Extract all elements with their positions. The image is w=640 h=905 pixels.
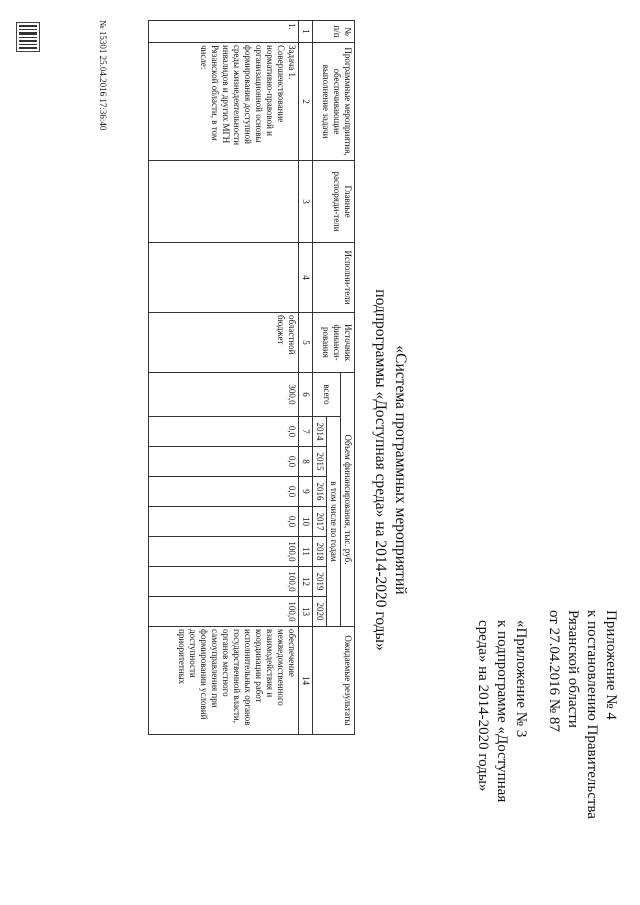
col-number: 2 xyxy=(299,43,313,161)
header-managers: Главные распоряди-тели xyxy=(313,161,355,243)
appendix-sub-line3: среда» на 2014-2020 годы» xyxy=(475,620,491,792)
col-number: 7 xyxy=(299,417,313,447)
header-total: всего xyxy=(313,373,341,417)
appendix-header-line1: Приложение № 4 xyxy=(603,610,619,720)
doc-registration-stamp: № 15301 25.04.2016 17:36:40 xyxy=(98,20,108,131)
header-year: 2014 xyxy=(313,417,327,447)
col-number: 3 xyxy=(299,161,313,243)
row-year-value: 100,0 xyxy=(149,537,299,567)
col-number: 12 xyxy=(299,567,313,597)
appendix-header-line4: от 27.04.2016 № 87 xyxy=(546,610,562,732)
header-year: 2017 xyxy=(313,507,327,537)
header-year: 2020 xyxy=(313,597,327,627)
col-number: 5 xyxy=(299,313,313,373)
header-executors: Исполни-тели xyxy=(313,243,355,313)
row-year-value: 100,0 xyxy=(149,567,299,597)
col-number: 9 xyxy=(299,477,313,507)
header-by-years: в том числе по годам xyxy=(327,417,341,627)
header-source: Источник финанси-рования xyxy=(313,313,355,373)
document-title-line1: «Система программных мероприятий xyxy=(392,345,409,595)
header-row-1 xyxy=(341,21,355,735)
document-title xyxy=(370,280,410,660)
measures-table xyxy=(148,20,355,735)
barcode-stamp-icon xyxy=(16,22,40,52)
appendix-header xyxy=(544,610,620,819)
col-number: 13 xyxy=(299,597,313,627)
header-year: 2016 xyxy=(313,477,327,507)
row-year-value: 0,0 xyxy=(149,417,299,447)
header-num: № п/п xyxy=(313,21,355,43)
appendix-sub-header xyxy=(473,620,530,802)
row-source: областной бюджет xyxy=(149,313,299,373)
document-title-line2: подпрограммы «Доступная среда» на 2014-2020 годы» xyxy=(372,289,389,651)
row-year-value: 100,0 xyxy=(149,597,299,627)
appendix-header-line3: Рязанской области xyxy=(565,610,581,728)
appendix-header-line2: к постановлению Правительства xyxy=(584,610,600,819)
col-number: 1 xyxy=(299,21,313,43)
row-year-value: 0,0 xyxy=(149,477,299,507)
appendix-sub-line1: «Приложение № 3 xyxy=(513,620,529,738)
col-number: 10 xyxy=(299,507,313,537)
row-year-value: 0,0 xyxy=(149,507,299,537)
row-num: 1. xyxy=(149,21,299,43)
col-number: 14 xyxy=(299,627,313,735)
row-total: 300,0 xyxy=(149,373,299,417)
row-result: обеспечение межведомственного взаимодействия и координации работ исполнительных органов государственной власти, органов местного самоуправления при формировании условий доступности приоритетных xyxy=(149,627,299,735)
header-year: 2019 xyxy=(313,567,327,597)
header-funding: Объем финансирования, тыс. руб. xyxy=(341,373,355,627)
header-results: Ожидаемые результаты xyxy=(313,627,355,735)
row-measure: Задача 1. Совершенствование нормативно-правовой и организационной основы формирования доступной среды жизнедеятельности инвалидов и других МГН Рязанской области, в том числе: xyxy=(149,43,299,161)
row-manager xyxy=(149,161,299,243)
row-year-value: 0,0 xyxy=(149,447,299,477)
column-number-row xyxy=(299,21,313,735)
appendix-sub-line2: к подпрограмме «Доступная xyxy=(494,620,510,803)
header-year: 2018 xyxy=(313,537,327,567)
col-number: 8 xyxy=(299,447,313,477)
col-number: 11 xyxy=(299,537,313,567)
table-row xyxy=(149,21,299,735)
col-number: 4 xyxy=(299,243,313,313)
header-measures: Программные мероприятия, обеспечивающие выполнение задачи xyxy=(313,43,355,161)
header-year: 2015 xyxy=(313,447,327,477)
row-executor xyxy=(149,243,299,313)
col-number: 6 xyxy=(299,373,313,417)
